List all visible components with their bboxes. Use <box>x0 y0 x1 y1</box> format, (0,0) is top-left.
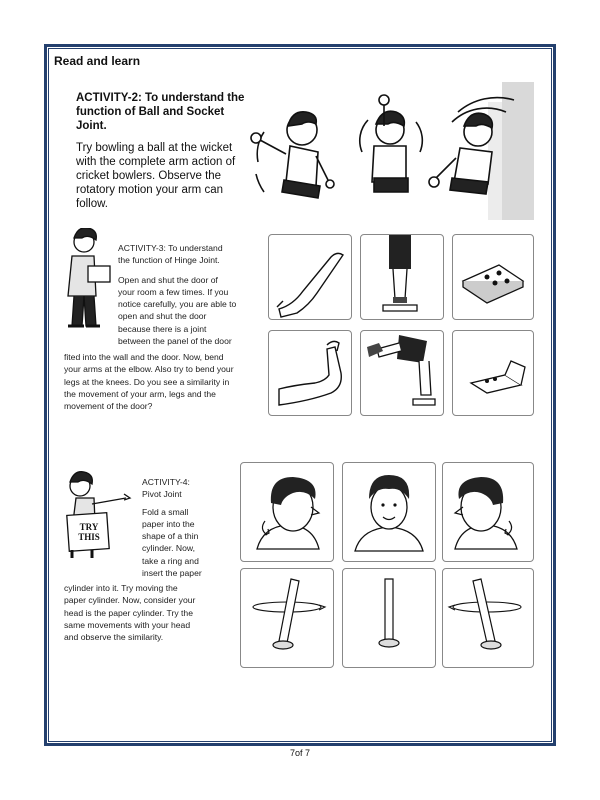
try-this-figure-icon <box>62 470 132 560</box>
activity4-body-line: insert the paper <box>142 568 202 579</box>
activity4-subtitle: Pivot Joint <box>142 489 182 500</box>
pivot-panel-head-left <box>240 462 334 562</box>
activity4-body-line: and observe the similarity. <box>64 632 164 643</box>
try-this-word: TRY <box>79 522 99 532</box>
activity4-body-line: head is the paper cylinder. Try the <box>64 607 193 618</box>
activity3-title-line: the function of Hinge Joint. <box>118 255 220 266</box>
activity2-body-line: follow. <box>76 198 108 210</box>
activity2-body-line: Try bowling a ball at the wicket <box>76 142 233 154</box>
open-door-box-icon <box>453 331 533 415</box>
pivot-panel-head-right <box>442 462 534 562</box>
activity4-title: ACTIVITY-4: <box>142 477 190 487</box>
activity2-body-line: rotatory motion your arm can <box>76 184 224 196</box>
activity3-body-line: between the panel of the door <box>118 336 232 347</box>
activity4-body-line: Fold a small <box>142 506 189 517</box>
hinge-panel-door-closed <box>452 234 534 320</box>
straight-leg-icon <box>361 235 443 319</box>
activity4-body-line: cylinder. Now, <box>142 543 196 554</box>
activity2-title-line: ACTIVITY-2: To understand the <box>76 92 245 104</box>
activity2-text <box>76 91 256 211</box>
activity2-title-line: function of Ball and Socket Joint. <box>76 106 225 132</box>
straight-arm-icon <box>269 235 351 319</box>
activity4-text-top <box>142 476 238 579</box>
activity4-body-line: cylinder into it. Try moving the <box>64 583 178 593</box>
section-heading: Read and learn <box>54 54 141 68</box>
try-this-sign <box>72 522 106 542</box>
activity3-body-line: notice carefully, you are able to <box>118 299 237 310</box>
activity4-text-bottom <box>64 582 234 643</box>
activity3-body-line: open and shut the door <box>118 311 207 322</box>
activity3-body-line: because there is a joint <box>118 323 207 334</box>
activity3-body-line: legs at the knees. Do you see a similarity in <box>64 376 230 387</box>
bent-leg-icon <box>361 331 443 415</box>
head-turned-right-icon <box>443 463 533 561</box>
activity4-body-line: paper cylinder. Now, consider your <box>64 595 196 606</box>
activity2-body-line: with the complete arm action of <box>76 156 236 168</box>
bowling-arm-illustration <box>244 82 534 220</box>
bent-arm-icon <box>269 331 351 415</box>
activity2-body <box>76 141 256 211</box>
pivot-panel-cylinder-left <box>240 568 334 668</box>
head-turned-left-icon <box>241 463 333 561</box>
hinge-panel-leg-bent <box>360 330 444 416</box>
activity3-body-line: fited into the wall and the door. Now, bend <box>64 352 224 362</box>
activity4-body-line: paper into the <box>142 518 195 529</box>
bowler-figure-2 <box>360 95 423 192</box>
activity3-body-line: your room a few times. If you <box>118 286 229 297</box>
activity3-body-line: your arms at the elbow. Also try to bend your <box>64 364 234 375</box>
activity4-body-line: same movements with your head <box>64 619 191 630</box>
student-figure-icon <box>62 228 114 334</box>
activity3-body-line: movement of the door? <box>64 401 153 412</box>
hinge-panel-arm-bent <box>268 330 352 416</box>
cylinder-tilted-left-icon <box>241 569 333 667</box>
cylinder-upright-icon <box>343 569 435 667</box>
activity2-body-line: cricket bowlers. Observe the <box>76 170 222 182</box>
pivot-panel-cylinder-right <box>442 568 534 668</box>
activity3-body-line: Open and shut the door of <box>118 274 218 285</box>
activity4-body-line: take a ring and <box>142 555 199 566</box>
hinge-panel-leg-straight <box>360 234 444 320</box>
hinge-panel-door-open <box>452 330 534 416</box>
activity3-text-bottom <box>64 351 254 412</box>
page-number: 7of 7 <box>289 748 311 758</box>
pivot-panel-cylinder-center <box>342 568 436 668</box>
activity2-title <box>76 91 256 133</box>
pivot-panel-head-front <box>342 462 436 562</box>
try-this-word: THIS <box>78 532 100 542</box>
hinge-panel-arm-straight <box>268 234 352 320</box>
closed-door-box-icon <box>453 235 533 319</box>
activity3-title-line: ACTIVITY-3: To understand <box>118 243 223 253</box>
bowler-figure-1 <box>251 112 334 198</box>
head-front-icon <box>343 463 435 561</box>
cylinder-tilted-right-icon <box>443 569 533 667</box>
activity3-body-line: the movement of your arm, legs and the <box>64 388 216 399</box>
activity4-body-line: shape of a thin <box>142 531 199 542</box>
activity3-text-top <box>118 242 250 347</box>
